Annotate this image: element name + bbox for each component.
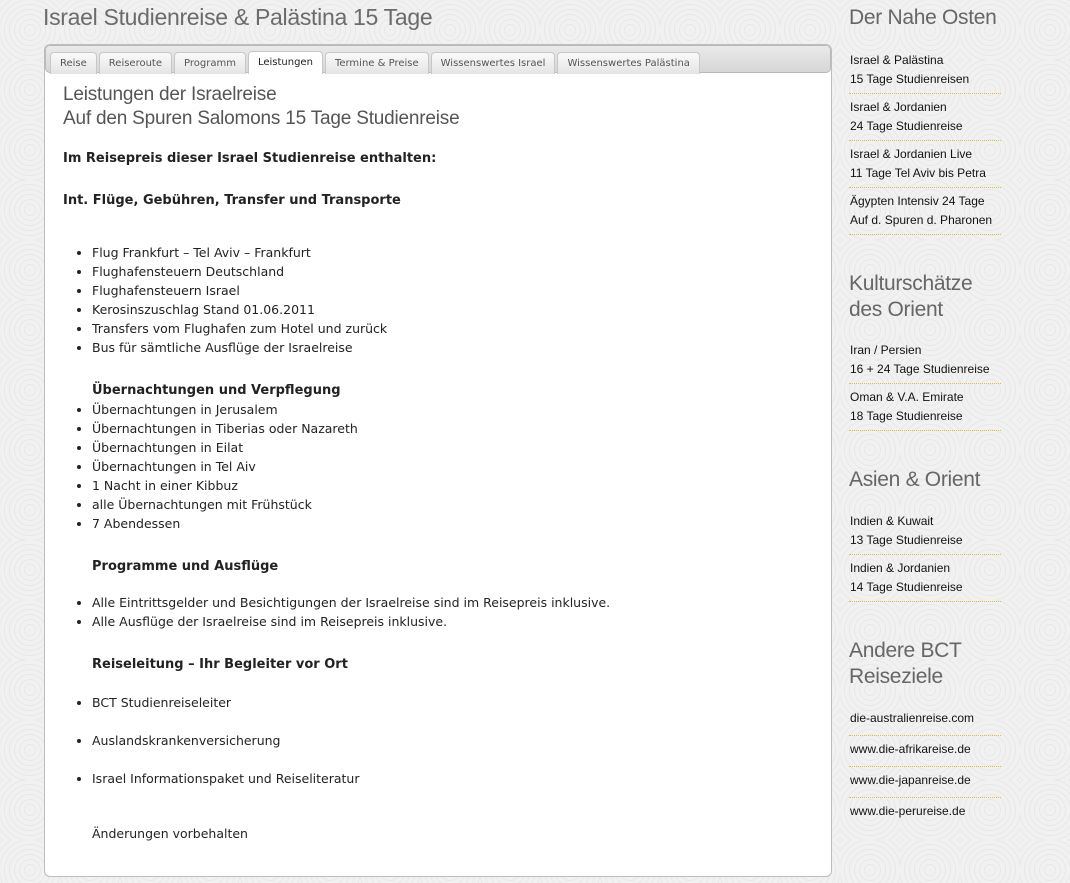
tab-reiseroute[interactable]: Reiseroute (99, 52, 172, 74)
sidebar-link-line1: Israel & Jordanien (850, 100, 947, 114)
sidebar-link[interactable] (849, 798, 1001, 828)
list-item: • Transfers vom Flughafen zum Hotel und zurück (92, 319, 813, 338)
sidebar-link-line2: 16 + 24 Tage Studienreise (850, 362, 990, 376)
sidebar-link[interactable] (849, 384, 1001, 431)
tab-wissenswertes-israel[interactable]: Wissenswertes Israel (431, 52, 556, 74)
sidebar-title-line: Andere BCT (849, 639, 962, 662)
sidebar-section-nahe-osten (849, 0, 1001, 235)
list-item: • 1 Nacht in einer Kibbuz (92, 476, 813, 495)
content-heading (63, 83, 813, 131)
list-item: • Flughafensteuern Deutschland (92, 262, 813, 281)
sidebar-link[interactable] (849, 555, 1001, 602)
sidebar-link-line1: die-australienreise.com (850, 711, 975, 725)
list-programme (63, 593, 813, 631)
sidebar-link[interactable] (849, 337, 1001, 384)
sidebar-title-line: des Orient (849, 298, 943, 321)
tab-leistungen[interactable]: Leistungen (248, 51, 323, 74)
list-item: • Übernachtungen in Tel Aiv (92, 457, 813, 476)
list-item: • Bus für sämtliche Ausflüge der Israelreise (92, 338, 813, 357)
list-item: • Flug Frankfurt – Tel Aviv – Frankfurt (92, 243, 813, 262)
list-uebernachtungen (63, 400, 813, 533)
sidebar-link-line2: Auf d. Spuren d. Pharonen (850, 213, 993, 227)
tab-reise[interactable]: Reise (50, 52, 97, 74)
page-title: Israel Studienreise & Palästina 15 Tage (43, 4, 433, 30)
list-item: • alle Übernachtungen mit Frühstück (92, 495, 813, 514)
sidebar-link[interactable] (849, 188, 1001, 235)
list-item: • Flughafensteuern Israel (92, 281, 813, 300)
sidebar-link[interactable] (849, 47, 1001, 94)
sidebar-link-line1: Israel & Palästina (850, 53, 944, 67)
sidebar-title-line: Asien & Orient (849, 468, 981, 491)
sidebar-link-line1: Oman & V.A. Emirate (850, 390, 964, 404)
sidebar-link[interactable] (849, 508, 1001, 555)
list-item: • Israel Informationspaket und Reiseliteratur (92, 769, 813, 788)
tab-wissenswertes-palaestina[interactable]: Wissenswertes Palästina (557, 52, 699, 74)
list-item: • 7 Abendessen (92, 514, 813, 533)
list-fluege (63, 243, 813, 357)
sidebar-section-title (849, 638, 1001, 690)
list-item: • Übernachtungen in Eilat (92, 438, 813, 457)
list-item: • Alle Eintrittsgelder und Besichtigungen der Israelreise sind im Reisepreis inklusive. (92, 593, 813, 612)
list-item: • Übernachtungen in Jerusalem (92, 400, 813, 419)
tab-programm[interactable]: Programm (174, 52, 246, 74)
sidebar-link-line1: Iran / Persien (850, 343, 922, 357)
sidebar-title-line: Kulturschätze (849, 272, 973, 295)
tab-termine-preise[interactable]: Termine & Preise (325, 52, 429, 74)
content-body (45, 73, 831, 841)
section-title-fluege: Int. Flüge, Gebühren, Transfer und Transporte (63, 193, 401, 208)
sidebar-link-line2: 24 Tage Studienreise (850, 119, 963, 133)
sidebar-link-line2: 13 Tage Studienreise (850, 533, 963, 547)
sidebar-link-line1: Indien & Jordanien (850, 561, 951, 575)
content-panel (44, 44, 832, 877)
sidebar-link-line2: 15 Tage Studienreisen (850, 72, 970, 86)
sidebar (849, 0, 1001, 828)
list-item: • Kerosinszuschlag Stand 01.06.2011 (92, 300, 813, 319)
section-title-uebernachtungen: Übernachtungen und Verpflegung (92, 383, 341, 398)
sidebar-link[interactable] (849, 94, 1001, 141)
section-title-reiseleitung: Reiseleitung – Ihr Begleiter vor Ort (92, 657, 348, 672)
sidebar-link-line1: www.die-perureise.de (850, 804, 966, 818)
list-item: • Alle Ausflüge der Israelreise sind im Reisepreis inklusive. (92, 612, 813, 631)
sidebar-section-title (849, 271, 1001, 323)
sidebar-link-line1: Ägypten Intensiv 24 Tage (850, 194, 985, 208)
sidebar-link[interactable] (849, 705, 1001, 736)
section-title-programme: Programme und Ausflüge (92, 559, 279, 574)
list-item: • BCT Studienreiseleiter (92, 693, 813, 712)
sidebar-section-title (849, 467, 1001, 493)
sidebar-link-line1: www.die-afrikareise.de (850, 742, 971, 756)
sidebar-section-title (849, 5, 1001, 31)
sidebar-link-line2: 18 Tage Studienreise (850, 409, 963, 423)
sidebar-section-kulturschaetze (849, 271, 1001, 431)
sidebar-title-line: Reiseziele (849, 665, 943, 688)
sidebar-link[interactable] (849, 767, 1001, 798)
tab-bar (45, 45, 831, 73)
sidebar-link-line1: Indien & Kuwait (850, 514, 934, 528)
intro-text: Im Reisepreis dieser Israel Studienreise enthalten: (63, 151, 437, 166)
footer-note: Änderungen vorbehalten (92, 826, 248, 841)
list-item: • Übernachtungen in Tiberias oder Nazareth (92, 419, 813, 438)
sidebar-link-line1: www.die-japanreise.de (850, 773, 971, 787)
sidebar-title-line: Der Nahe Osten (849, 6, 997, 29)
sidebar-link[interactable] (849, 736, 1001, 767)
sidebar-section-andere-bct (849, 638, 1001, 828)
heading-line-1: Leistungen der Israelreise (63, 84, 277, 105)
list-reiseleitung (63, 693, 813, 788)
sidebar-link-line2: 11 Tage Tel Aviv bis Petra (850, 166, 986, 180)
sidebar-link-line1: Israel & Jordanien Live (850, 147, 973, 161)
list-item: • Auslandskrankenversicherung (92, 731, 813, 750)
sidebar-section-asien-orient (849, 467, 1001, 602)
sidebar-link[interactable] (849, 141, 1001, 188)
heading-line-2: Auf den Spuren Salomons 15 Tage Studienreise (63, 108, 460, 129)
sidebar-link-line2: 14 Tage Studienreise (850, 580, 963, 594)
